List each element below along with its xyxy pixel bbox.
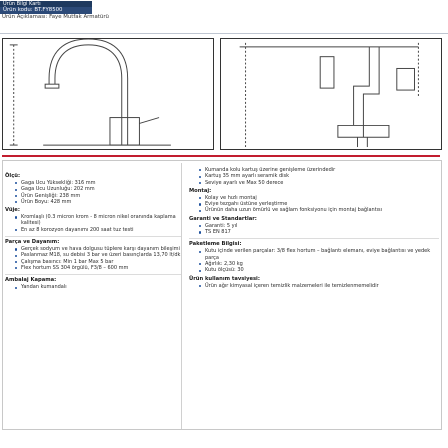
list-item: Gaga Ucu Uzunluğu: 202 mm [15, 186, 181, 192]
product-info-block [0, 7, 448, 34]
front-view-drawing [2, 38, 214, 150]
tab-header: Ürün Bilgi Kartı [0, 1, 92, 7]
installation-title: Montaj: [189, 187, 212, 194]
product-code-value: BT.FY8500 [34, 7, 63, 13]
list-item: Garanti: 5 yıl [199, 223, 439, 229]
product-description-row [0, 14, 448, 21]
list-item: Eviye tezgahı üstüne yerleştirme [199, 201, 439, 207]
list-item: Ağırlık: 2,30 kg [199, 261, 439, 267]
technical-drawings [2, 34, 444, 154]
list-item: Seviye ayarlı ve Max 50 derece [199, 180, 439, 186]
specs-right-column [189, 163, 439, 429]
finish-title: Vüje: [5, 207, 20, 214]
faucet-side-svg [221, 39, 441, 149]
list-item: Kutu içinde verilen parçalar: 3/8 flex hortum – bağlantı elemanı, eviye bağlantısı ve yedek parça [199, 248, 439, 261]
product-description-label: Ürün Açıklaması: [2, 14, 48, 20]
list-item: Ürün Boyu: 428 mm [15, 199, 181, 205]
list-item: Ürün Genişliği: 238 mm [15, 193, 181, 199]
warranty-title: Garanti ve Standartlar: [189, 215, 257, 222]
divider [189, 238, 439, 239]
specs-left-column [5, 163, 182, 429]
list-item: Kartuş 35 mm ayarlı seramik disk [199, 173, 439, 179]
side-view-drawing [220, 38, 442, 150]
parts-list [5, 246, 181, 271]
packaging-list [5, 284, 181, 290]
dimensions-title: Ölçü: [5, 173, 21, 179]
product-code-label: Ürün kodu: [3, 7, 33, 13]
packaging-title: Ambalaj Kapama: [5, 277, 57, 284]
list-item: Ürünün daha uzun ömürlü ve sağlam fonksiyonu için montaj bağlantısı [199, 207, 439, 213]
dimensions-list [5, 180, 181, 205]
usage-advice-list [189, 283, 439, 289]
divider [5, 274, 181, 275]
package-info-list [189, 248, 439, 273]
list-item: Çalışma basıncı: Min 1 bar Max 5 bar [15, 259, 181, 265]
divider [5, 236, 181, 237]
list-item: Yandan kumandalı [15, 284, 181, 290]
faucet-front-svg [3, 39, 213, 149]
list-item: Paslanmaz M18, su debisi 3 bar ve üzeri basınçlarda 13,70 lt/dk [15, 252, 181, 258]
installation-list [189, 195, 439, 214]
list-item: Kolay ve hızlı montaj [199, 195, 439, 201]
list-item: Kromlaşlı (0.3 micron krom - 8 micron nikel oranında kaplama kalitesi) [15, 214, 181, 227]
product-code-row [0, 7, 92, 14]
parts-title: Parça ve Dayanım: [5, 239, 60, 246]
list-item: Gerçek sodyum ve hava dolgusu tüplere karşı dayanım bileşimi [15, 246, 181, 252]
list-item: En az 8 korozyon dayanımı 200 saat tuz testi [15, 227, 181, 233]
list-item: Ürün ağır kimyasal içeren temizlik malzemeleri ile temizlenmemelidir [199, 283, 439, 289]
section-divider [2, 155, 440, 157]
list-item: Kutu ölçüsü: 30 [199, 267, 439, 273]
list-item: Kumanda kolu kartuş üzerine genişleme üzerindedir [199, 167, 439, 173]
finish-list [5, 214, 181, 233]
warranty-list [189, 223, 439, 236]
list-item: Gaga Ucu Yüksekliği: 316 mm [15, 180, 181, 186]
list-item: TS EN 817 [199, 229, 439, 235]
product-description-value: Faye Mutfak Armatürü [49, 14, 109, 20]
usage-advice-title: Ürün kullanım tavsiyesi: [189, 275, 260, 282]
list-item: Flex hortum SS 304 örgülü, F3/8 – 600 mm [15, 265, 181, 271]
package-info-title: Paketleme Bilgisi: [189, 241, 242, 248]
cartridge-list [189, 167, 439, 186]
specifications-panel [2, 160, 442, 430]
